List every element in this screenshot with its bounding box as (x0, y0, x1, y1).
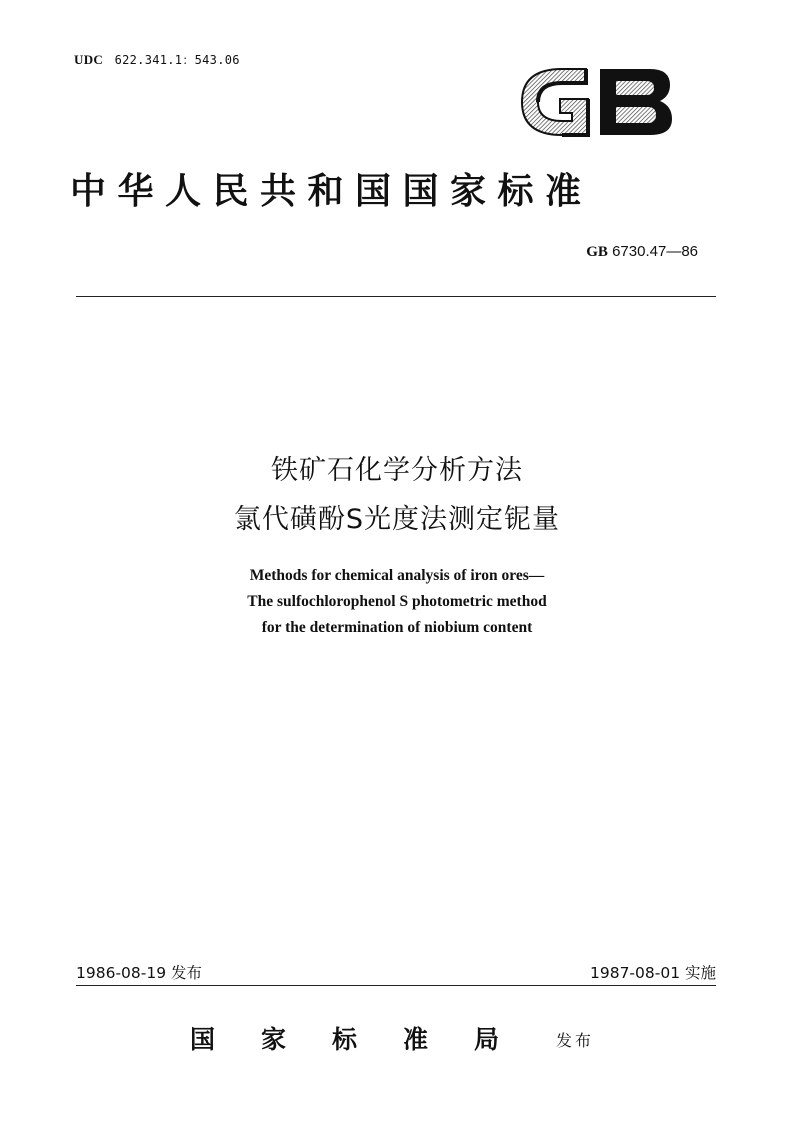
title-cn-line1: 铁矿石化学分析方法 (271, 455, 523, 486)
effective-date: 1987-08-01 实施 (589, 964, 716, 982)
title-en-line1: Methods for chemical analysis of iron ores— (249, 567, 545, 584)
standard-prefix: GB (586, 244, 608, 260)
standard-number: 6730.47—86 (612, 243, 698, 260)
udc-code: 622.341.1：543.06 (114, 53, 240, 67)
logo-text: GB (516, 63, 518, 64)
standard-code (586, 243, 698, 261)
bottom-divider (76, 985, 716, 986)
title-en-line2: The sulfochlorophenol S photometric method (247, 593, 547, 610)
title-cn-line2: 氯代磺酚S光度法测定铌量 (233, 504, 561, 535)
national-standard-heading: 中华人民共和国国家标准 (70, 170, 593, 212)
udc-label: UDC (74, 52, 104, 67)
top-divider (76, 296, 716, 297)
gb-logo (516, 63, 676, 141)
issuing-authority: 国家标准局 (190, 1025, 546, 1054)
udc-classification (74, 51, 240, 68)
release-date: 1986-08-19 发布 (76, 964, 203, 982)
title-en-line3: for the determination of niobium content (261, 619, 533, 636)
issue-label: 发布 (556, 1031, 595, 1050)
